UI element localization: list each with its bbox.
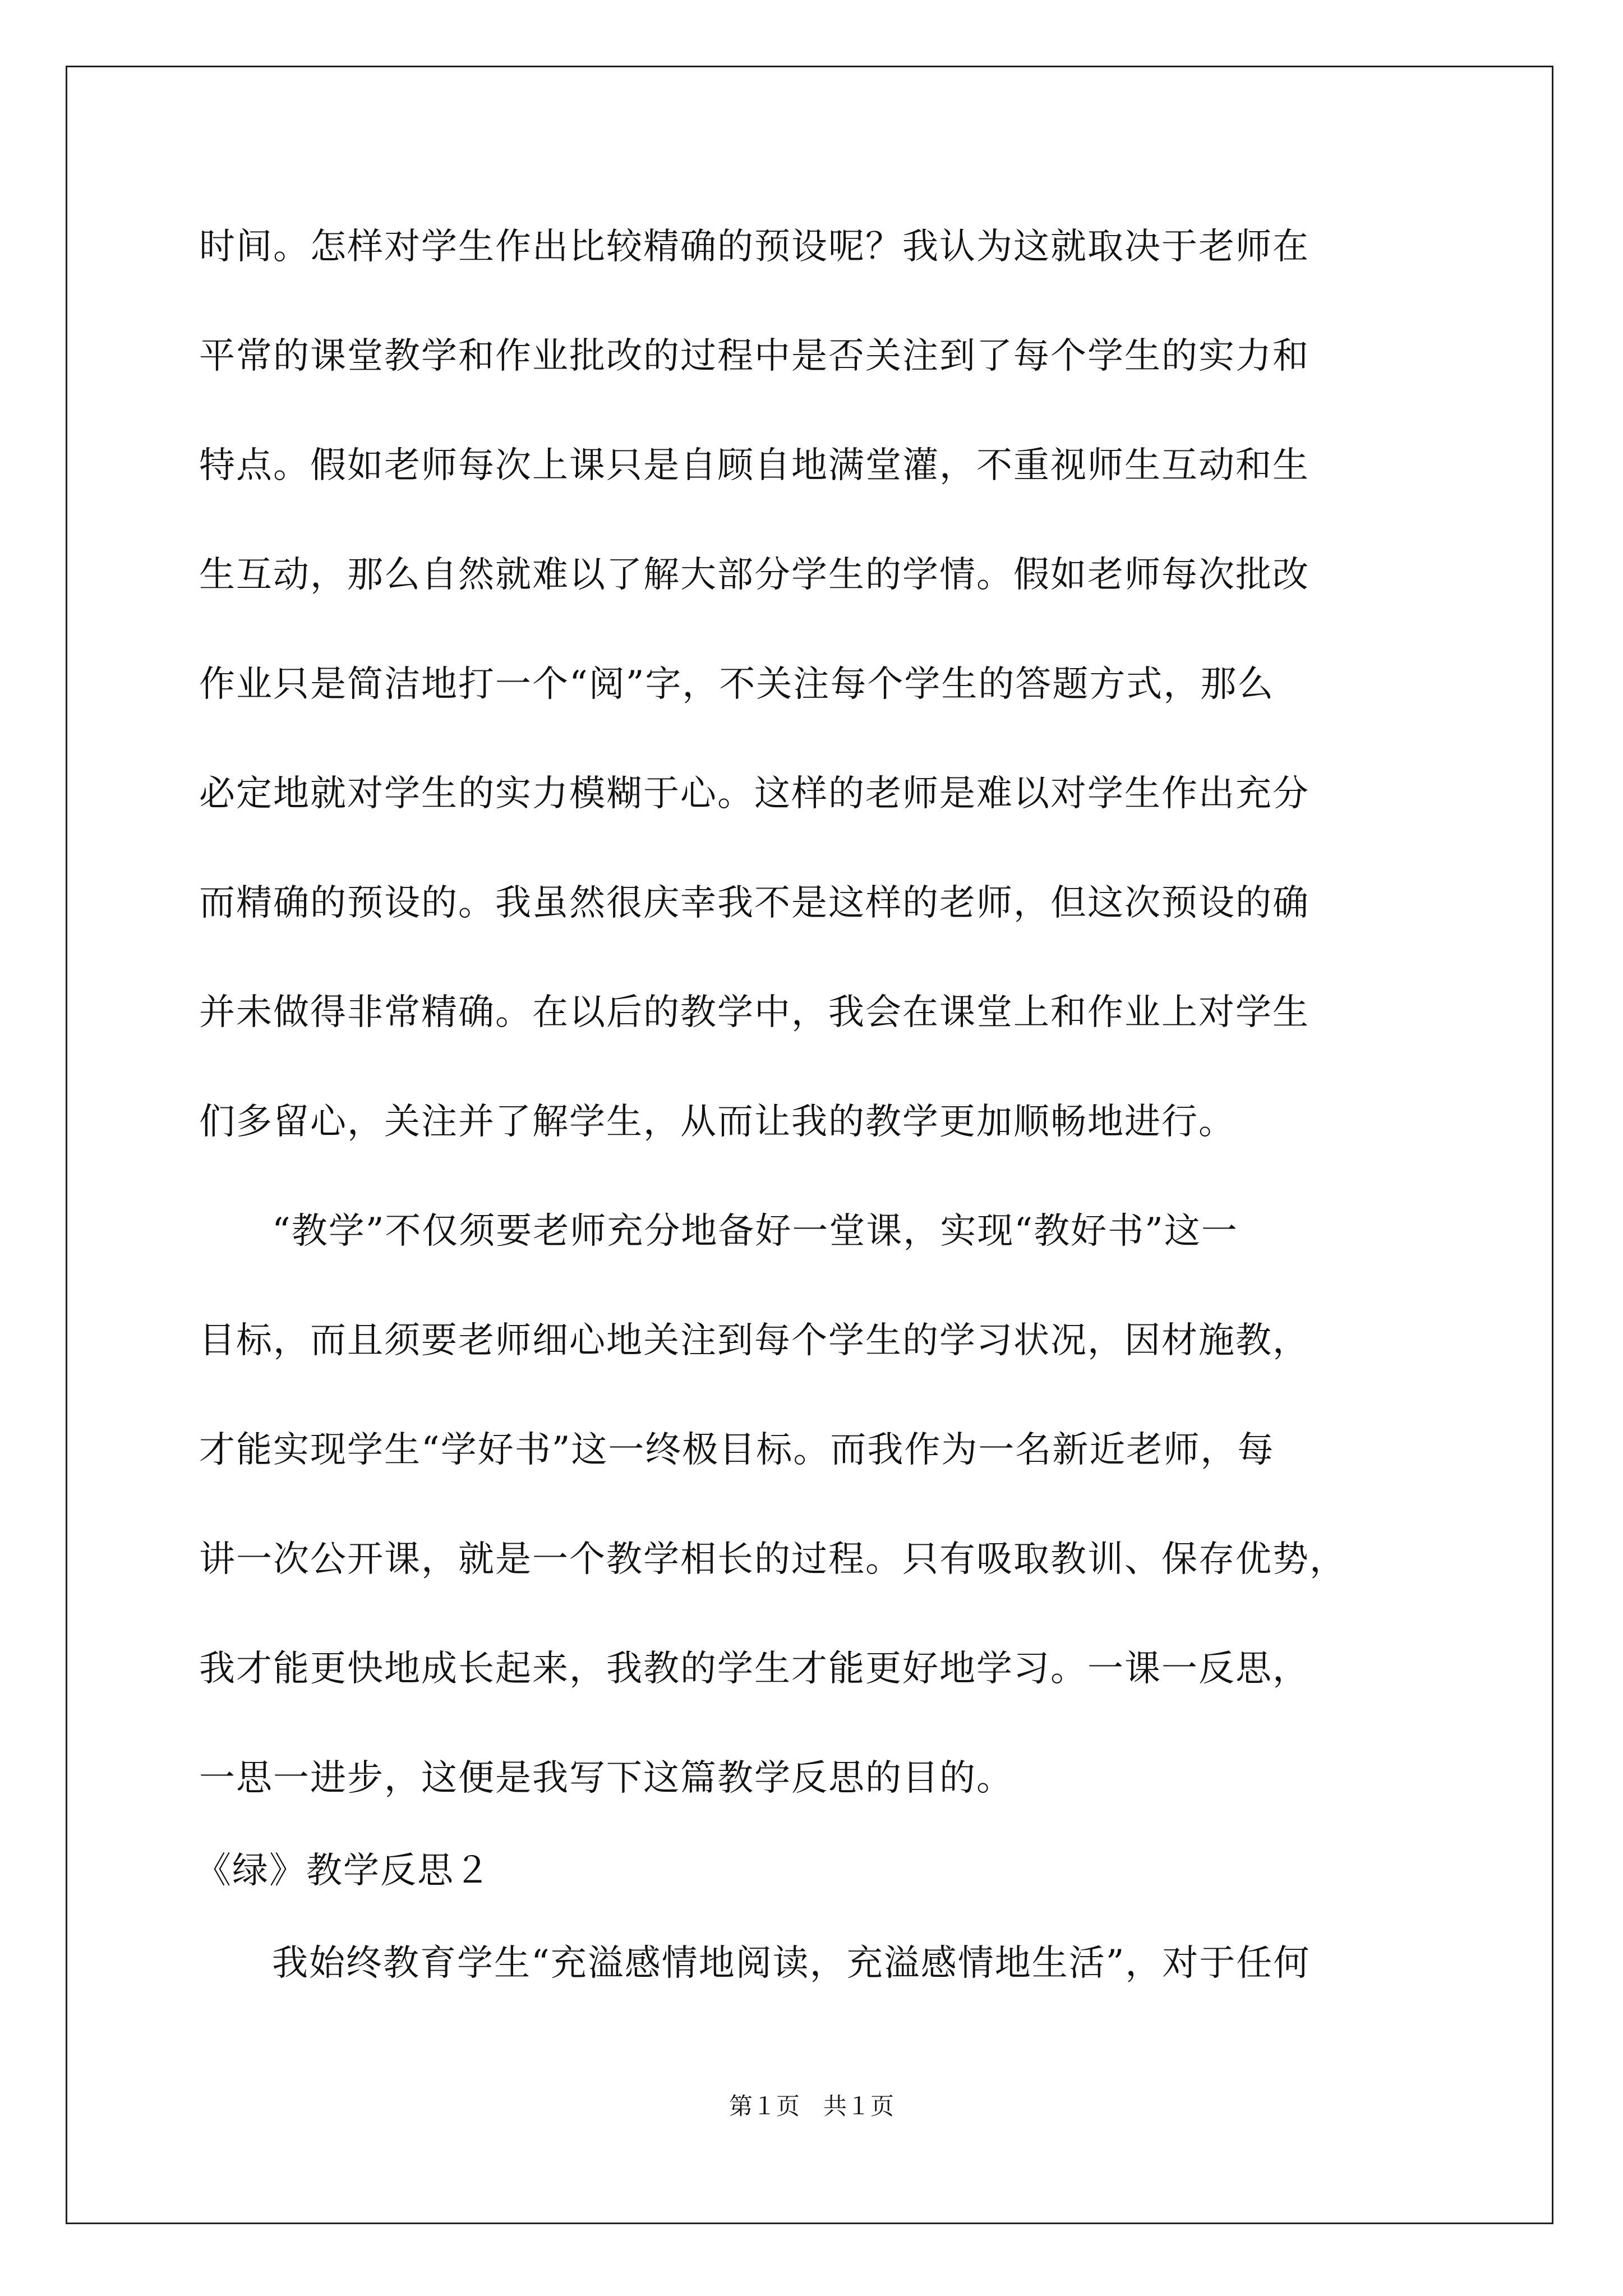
paragraph-line: 生互动，那么自然就难以了解大部分学生的学情。假如老师每次批改	[199, 554, 1310, 596]
paragraph-line: 一思一进步，这便是我写下这篇教学反思的目的。	[199, 1757, 1013, 1799]
paragraph-line: 特点。假如老师每次上课只是自顾自地满堂灌，不重视师生互动和生	[199, 445, 1310, 486]
paragraph-line: 而精确的预设的。我虽然很庆幸我不是这样的老师，但这次预设的确	[199, 882, 1310, 924]
paragraph-line: “教学”不仅须要老师充分地备好一堂课，实现“教好书”这一	[272, 1211, 1238, 1252]
page-footer: 第１页 共１页	[728, 2092, 894, 2120]
section-heading: 《绿》教学反思２	[195, 1850, 491, 1892]
paragraph-line: 我才能更快地成长起来，我教的学生才能更好地学习。一课一反思，	[199, 1648, 1310, 1690]
paragraph-line: 平常的课堂教学和作业批改的过程中是否关注到了每个学生的实力和	[199, 335, 1310, 377]
paragraph-line: 才能实现学生“学好书”这一终极目标。而我作为一名新近老师，每	[199, 1429, 1275, 1471]
paragraph-line: 必定地就对学生的实力模糊于心。这样的老师是难以对学生作出充分	[199, 773, 1310, 815]
page-border	[66, 66, 1553, 2224]
paragraph-line: 目标，而且须要老师细心地关注到每个学生的学习状况，因材施教，	[199, 1320, 1310, 1361]
paragraph-line: 作业只是简洁地打一个“阅”字，不关注每个学生的答题方式，那么	[199, 664, 1275, 705]
paragraph-line: 讲一次公开课，就是一个教学相长的过程。只有吸取教训、保存优势，	[199, 1539, 1347, 1580]
paragraph-line: 们多留心，关注并了解学生，从而让我的教学更加顺畅地进行。	[199, 1101, 1235, 1143]
paragraph-line: 我始终教育学生“充溢感情地阅读，充溢感情地生活”，对于任何	[272, 1943, 1311, 1984]
paragraph-line: 并未做得非常精确。在以后的教学中，我会在课堂上和作业上对学生	[199, 992, 1310, 1033]
paragraph-line: 时间。怎样对学生作出比较精确的预设呢？我认为这就取决于老师在	[199, 226, 1310, 268]
